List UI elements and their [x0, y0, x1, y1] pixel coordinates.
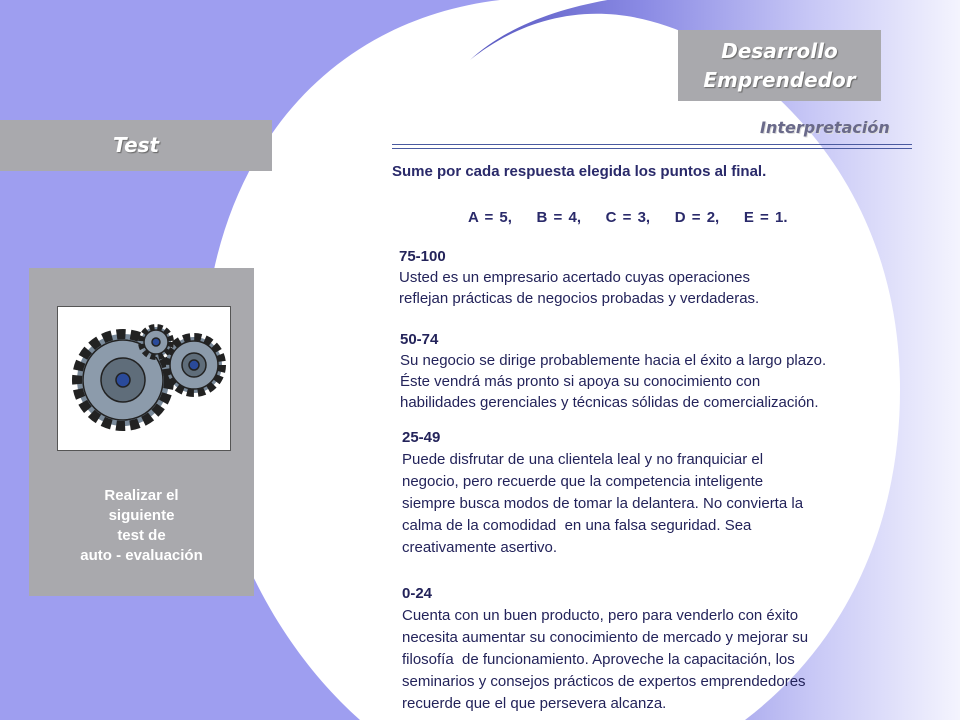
section-label: Test [0, 120, 272, 171]
result-range: 75-100 [399, 248, 446, 265]
result-line: seminarios y consejos prácticos de expertos emprendedores [402, 673, 806, 690]
result-line: filosofía de funcionamiento. Aproveche la capacitación, los [402, 651, 795, 668]
result-25-49 [402, 427, 803, 559]
result-line: Usted es un empresario acertado cuyas operaciones [399, 269, 751, 286]
result-0-24 [402, 583, 808, 715]
caption-line: auto - evaluación [80, 547, 203, 564]
gears-illustration [57, 306, 231, 451]
medium-gear [166, 337, 222, 393]
result-line: habilidades gerenciales y técnicas sólidas de comercialización. [400, 394, 819, 411]
sidebar-caption [29, 486, 254, 566]
result-75-100 [399, 246, 759, 309]
result-line: negocio, pero recuerde que la competencia inteligente [402, 473, 764, 490]
gears-icon [58, 307, 230, 450]
result-line: Cuenta con un buen producto, pero para venderlo con éxito [402, 607, 799, 624]
result-line: Su negocio se dirige probablemente hacia el éxito a largo plazo. [400, 352, 827, 369]
caption-line: test de [117, 527, 166, 544]
heading-rule-top [392, 144, 912, 145]
scoring-key-text: A = 5, B = 4, C = 3, D = 2, E = 1. [468, 209, 788, 226]
result-line: creativamente asertivo. [402, 539, 558, 556]
result-line: Puede disfrutar de una clientela leal y no franquiciar el [402, 451, 764, 468]
caption-line: siguiente [108, 507, 175, 524]
course-title-line1: Desarrollo [721, 39, 838, 63]
result-50-74 [400, 329, 826, 413]
result-line: reflejan prácticas de negocios probadas y verdaderas. [399, 290, 760, 307]
heading-rule-bottom [392, 148, 912, 149]
instructions-text: Sume por cada respuesta elegida los puntos al final. [392, 163, 767, 180]
course-title [678, 30, 881, 101]
result-line: Éste vendrá más pronto si apoya su conocimiento con [400, 373, 761, 390]
result-range: 0-24 [402, 585, 433, 602]
course-title-line2: Emprendedor [703, 68, 856, 92]
result-line: siempre busca modos de tomar la delantera. No convierta la [402, 495, 804, 512]
result-line: recuerde que el que persevera alcanza. [402, 695, 667, 712]
result-line: necesita aumentar su conocimiento de mercado y mejorar su [402, 629, 809, 646]
caption-line: Realizar el [104, 487, 179, 504]
small-gear [141, 327, 171, 357]
result-range: 25-49 [402, 429, 441, 446]
result-range: 50-74 [400, 331, 439, 348]
result-line: calma de la comodidad en una falsa seguridad. Sea [402, 517, 752, 534]
interpretation-heading: Interpretación [760, 118, 890, 137]
scoring-key [468, 209, 787, 226]
